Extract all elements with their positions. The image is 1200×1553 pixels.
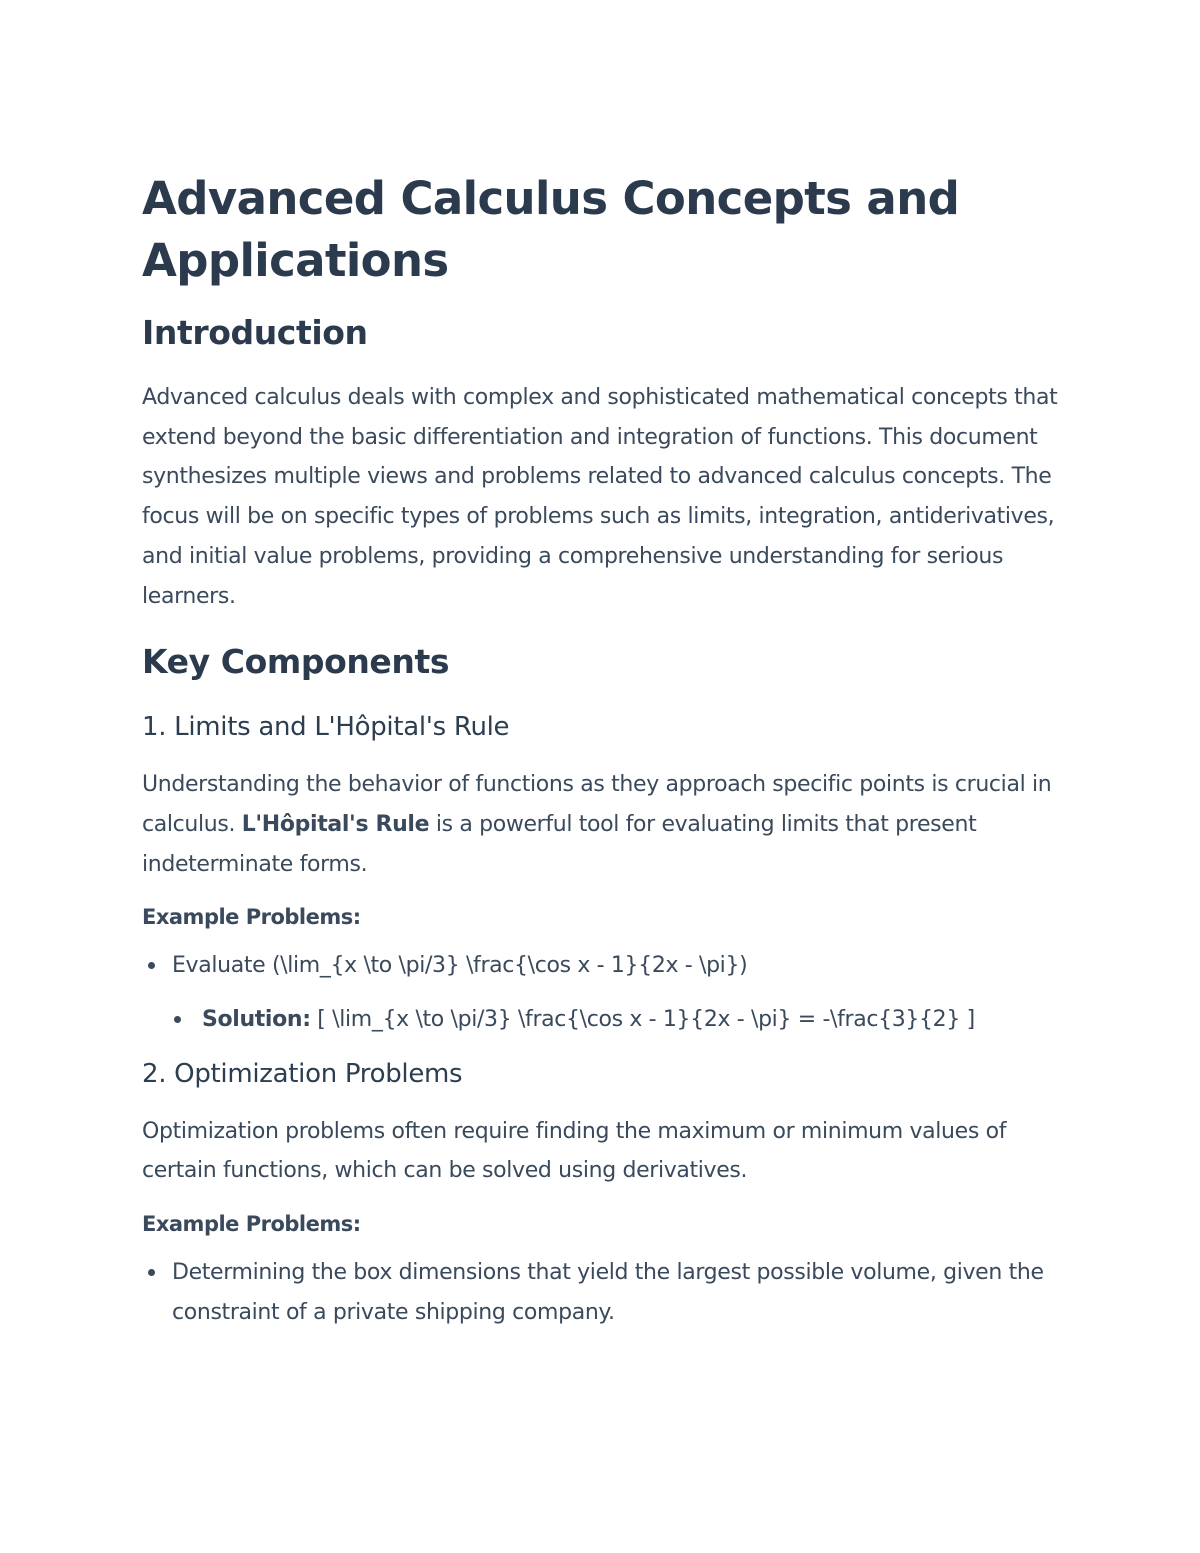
- introduction-paragraph: Advanced calculus deals with complex and sophisticated mathematical concepts that extend beyond the basic differentiation and integration of functions. This document synthesizes multiple views and problems related to advanced calculus concepts. The focus will be on specific types of problems such as limits, integration, antiderivatives, and initial value problems, providing a comprehensive understanding for serious learners.: [142, 385, 1058, 609]
- optimization-example-text: Determining the box dimensions that yield the largest possible volume, given the constraint of a private shipping company.: [172, 1260, 1044, 1325]
- optimization-examples-label: Example Problems:: [142, 1212, 361, 1237]
- document-page: [142, 168, 1072, 1333]
- limits-paragraph-text-2: is a powerful tool for evaluating limits that present indeterminate forms.: [142, 811, 977, 877]
- limits-examples-label: Example Problems:: [142, 905, 361, 930]
- optimization-paragraph: Optimization problems often require finding the maximum or minimum values of certain functions, which can be solved using derivatives.: [142, 1118, 1007, 1184]
- limits-example-text: Evaluate (\lim_{x \to \pi/3} \frac{\cos x - 1}{2x - \pi}): [172, 953, 748, 979]
- optimization-example-list: [142, 1253, 1072, 1332]
- limits-solution-list: [142, 1000, 1072, 1040]
- solution-label: Solution:: [202, 1007, 311, 1033]
- bullet-icon: [174, 1016, 181, 1023]
- key-components-heading: Key Components: [142, 642, 450, 682]
- introduction-heading: Introduction: [142, 313, 368, 352]
- list-item: [142, 1000, 1072, 1040]
- list-item: [142, 1253, 1072, 1332]
- limits-paragraph-text-1: Understanding the behavior of functions as they approach specific points is crucial in calculus.: [142, 772, 1052, 837]
- bullet-icon: [148, 1269, 155, 1276]
- list-item: [142, 946, 1072, 986]
- limits-paragraph: [142, 765, 1072, 884]
- bullet-icon: [148, 962, 155, 969]
- page-title: Advanced Calculus Concepts and Applications: [142, 172, 960, 287]
- lhopital-rule-bold: L'Hôpital's Rule: [241, 811, 430, 837]
- optimization-subheading: 2. Optimization Problems: [142, 1058, 463, 1089]
- limits-subheading: 1. Limits and L'Hôpital's Rule: [142, 712, 510, 743]
- solution-text: [ \lim_{x \to \pi/3} \frac{\cos x - 1}{2x - \pi} = -\frac{3}{2} ]: [310, 1007, 975, 1033]
- limits-example-list: [142, 946, 1072, 986]
